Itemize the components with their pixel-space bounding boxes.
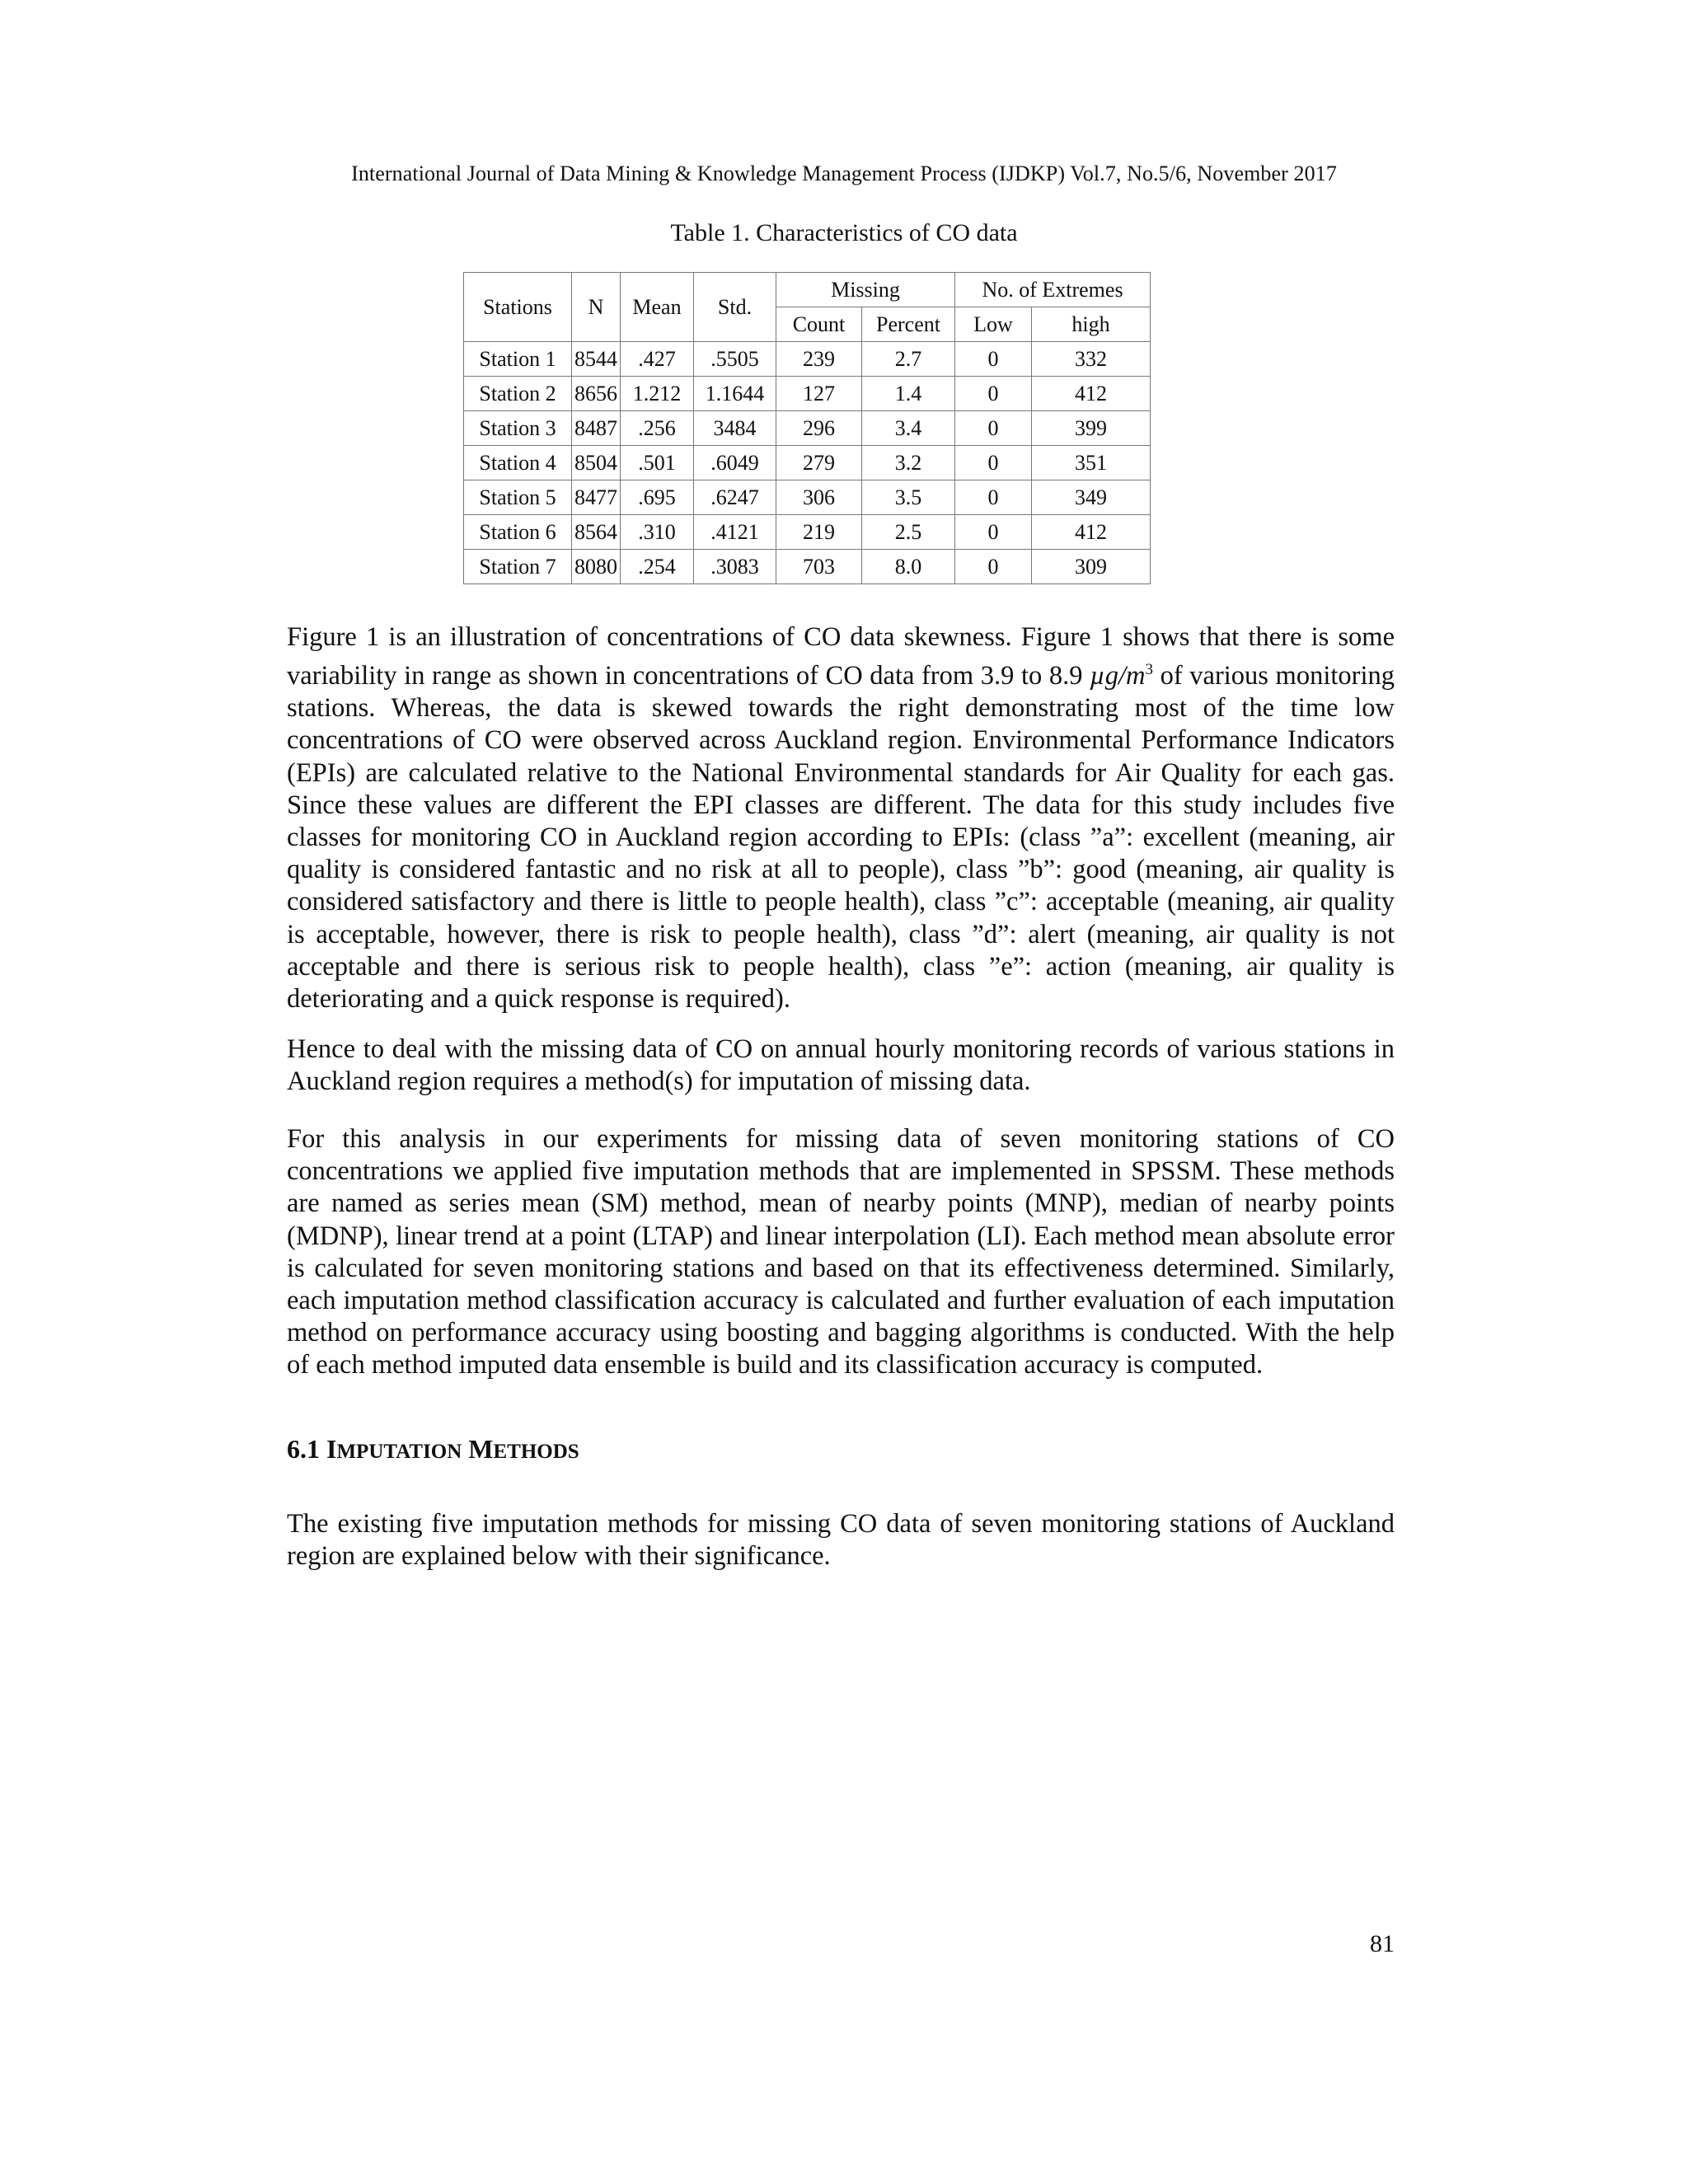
journal-header: International Journal of Data Mining & Knowledge Management Process (IJDKP) Vol.7, No.5/6, November 2017 [351, 162, 1337, 185]
table-cell: 332 [1032, 342, 1151, 377]
p2-text: Hence to deal with the missing data of CO on annual hourly monitoring records of various stations in Auckland region requires a method(s) for imputation of missing data. [287, 1034, 1395, 1097]
table-header-row [464, 273, 1151, 307]
table-row [464, 515, 1151, 550]
table-row [464, 550, 1151, 584]
table-cell: Station 1 [464, 342, 572, 377]
table-cell: 279 [776, 446, 862, 480]
header-count: Count [776, 307, 862, 342]
table-cell: 306 [776, 480, 862, 515]
table-cell: 2.5 [862, 515, 955, 550]
header-n: N [572, 273, 621, 342]
table-cell: .256 [621, 411, 694, 446]
header-std: Std. [694, 273, 776, 342]
section-title-i: I [326, 1434, 337, 1464]
table-cell: 351 [1032, 446, 1151, 480]
table-cell: 1.1644 [694, 377, 776, 411]
unit-ug-m3: µg/m [1090, 661, 1146, 691]
table-cell: 8487 [572, 411, 621, 446]
co-characteristics-table [463, 272, 1151, 584]
table-cell: 8477 [572, 480, 621, 515]
paragraph-figure1 [287, 621, 1395, 1015]
section-number: 6.1 [287, 1434, 320, 1464]
unit-superscript: 3 [1145, 661, 1154, 679]
header-mean: Mean [621, 273, 694, 342]
table-cell: 8.0 [862, 550, 955, 584]
table-cell: .4121 [694, 515, 776, 550]
table-body [464, 342, 1151, 584]
table-cell: 127 [776, 377, 862, 411]
table-cell: Station 3 [464, 411, 572, 446]
table-cell: 3.5 [862, 480, 955, 515]
p1-text-after: of various monitoring stations. Whereas, the data is skewed towards the right demonstrating most of the time low concentrations of CO were observed across Auckland region. Environmental Performance Indicators (EPIs) are calculated relative to the National Environmental standards for Air Quality for each gas. Since these values are different the EPI classes are different. The data for this study includes five classes for monitoring CO in Auckland region according to EPIs: (class ”a”: excellent (meaning, air quality is considered fantastic and no risk at all to people), class ”b”: good (meaning, air quality is considered satisfactory and there is little to people health), class ”c”: acceptable (meaning, air quality is acceptable, however, there is risk to people health), class ”d”: alert (meaning, air quality is not acceptable and there is serious risk to people health), class ”e”: action (meaning, air quality is deteriorating and a quick response is required). [287, 661, 1395, 1015]
section-title-m: M [468, 1434, 494, 1464]
table-row [464, 377, 1151, 411]
table-cell: .254 [621, 550, 694, 584]
table-cell: 3.4 [862, 411, 955, 446]
table-cell: .5505 [694, 342, 776, 377]
paragraph-methods-intro [287, 1508, 1395, 1572]
header-low: Low [955, 307, 1032, 342]
table-cell: .310 [621, 515, 694, 550]
header-high: high [1032, 307, 1151, 342]
table-caption: Table 1. Characteristics of CO data [670, 219, 1018, 246]
table-cell: 0 [955, 377, 1032, 411]
header-stations: Stations [464, 273, 572, 342]
section-title-ethods: ETHODS [493, 1441, 579, 1463]
table-cell: Station 2 [464, 377, 572, 411]
table-cell: 239 [776, 342, 862, 377]
table-cell: .3083 [694, 550, 776, 584]
table-cell: 412 [1032, 515, 1151, 550]
table-cell: Station 5 [464, 480, 572, 515]
table-cell: 309 [1032, 550, 1151, 584]
table-cell: 8544 [572, 342, 621, 377]
header-extremes: No. of Extremes [955, 273, 1151, 307]
table-cell: 8656 [572, 377, 621, 411]
table-cell: 219 [776, 515, 862, 550]
table-row [464, 411, 1151, 446]
table-cell: 412 [1032, 377, 1151, 411]
p4-text: The existing five imputation methods for missing CO data of seven monitoring stations of Auckland region are explained below with their significance. [287, 1509, 1395, 1572]
table-cell: Station 4 [464, 446, 572, 480]
table-cell: 0 [955, 550, 1032, 584]
table-cell: Station 6 [464, 515, 572, 550]
table-cell: 296 [776, 411, 862, 446]
table-row [464, 480, 1151, 515]
section-title-mputation: MPUTATION [336, 1441, 462, 1463]
table-cell: 2.7 [862, 342, 955, 377]
table-cell: .501 [621, 446, 694, 480]
table-cell: 0 [955, 480, 1032, 515]
table-cell: 0 [955, 342, 1032, 377]
p3-text: For this analysis in our experiments for missing data of seven monitoring stations of CO concentrations we applied five imputation methods that are implemented in SPSSM. These methods are named as series mean (SM) method, mean of nearby points (MNP), median of nearby points (MDNP), linear trend at a point (LTAP) and linear interpolation (LI). Each method mean absolute error is calculated for seven monitoring stations and based on that its effectiveness determined. Similarly, each imputation method classification accuracy is calculated and further evaluation of each imputation method on performance accuracy using boosting and bagging algorithms is conducted. With the help of each method imputed data ensemble is build and its classification accuracy is computed. [287, 1124, 1395, 1380]
paragraph-missing-data [287, 1033, 1395, 1098]
table-cell: 8080 [572, 550, 621, 584]
table-cell: Station 7 [464, 550, 572, 584]
header-percent: Percent [862, 307, 955, 342]
table-cell: 3484 [694, 411, 776, 446]
paragraph-analysis [287, 1123, 1395, 1382]
table-cell: 3.2 [862, 446, 955, 480]
table-row [464, 342, 1151, 377]
table-cell: 1.4 [862, 377, 955, 411]
header-missing: Missing [776, 273, 955, 307]
table-cell: 349 [1032, 480, 1151, 515]
page-number: 81 [1370, 1930, 1395, 1957]
table-cell: 399 [1032, 411, 1151, 446]
table-cell: 0 [955, 515, 1032, 550]
table-cell: .6049 [694, 446, 776, 480]
table-cell: 703 [776, 550, 862, 584]
table-cell: 8504 [572, 446, 621, 480]
table-cell: .6247 [694, 480, 776, 515]
table-cell: 1.212 [621, 377, 694, 411]
table-cell: 0 [955, 446, 1032, 480]
table-cell: 0 [955, 411, 1032, 446]
section-heading [287, 1434, 579, 1465]
table-cell: .427 [621, 342, 694, 377]
table-cell: .695 [621, 480, 694, 515]
table-cell: 8564 [572, 515, 621, 550]
p1-text-before: Figure 1 is an illustration of concentrations of CO data skewness. Figure 1 shows that there is some variability in range as shown in concentrations of CO data from 3.9 to 8.9 [287, 622, 1395, 691]
table-row [464, 446, 1151, 480]
